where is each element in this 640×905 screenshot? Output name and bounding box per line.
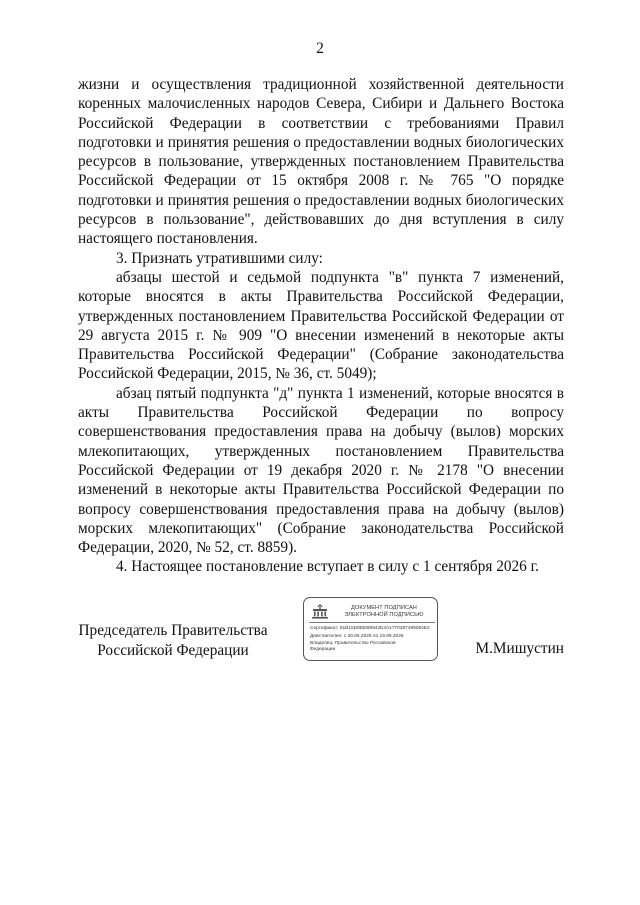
stamp-title: [332, 605, 436, 619]
paragraph-continuation: жизни и осуществления традиционной хозяйственной деятельности коренных малочисленных народов Севера, Сибири и Дальнего Востока Российской Федерации в соответствии с требованиями Правил подготовки и принятия решения о предоставлении водных биологических ресурсов в пользование, утвержденных постановлением Правительства Российской Федерации от 15 октября 2008 г. № 765 "О порядке подготовки и принятия решения о предоставлении водных биологических ресурсов в пользование", действовавших до дня вступления в силу настоящего постановления.: [78, 76, 564, 248]
stamp-divider: [309, 622, 435, 623]
stamp-owner-line1: Владелец: Правительство Российской: [310, 641, 396, 646]
paragraph-item-3: 3. Признать утратившими силу:: [116, 249, 323, 267]
stamp-title-line1: ДОКУМЕНТ ПОДПИСАН: [351, 605, 417, 611]
paragraph-repeal-2015: абзацы шестой и седьмой подпункта "в" пункта 7 изменений, которые вносятся в акты Правительства Российской Федерации, утвержденных постановлением Правительства Российской Федерации от 29 августа 2015 г. № 909 "О внесении изменений в некоторые акты Правительства Российской Федерации" (Собрание законодательства Российской Федерации, 2015, № 36, ст. 5049);: [78, 268, 564, 383]
stamp-owner-line2: Федерации: [310, 647, 336, 652]
paragraph-item-4: 4. Настоящее постановление вступает в силу с 1 сентября 2026 г.: [116, 558, 540, 576]
stamp-certificate: Сертификат: 51B15D8EEB9942E4A1770287499084E2: [310, 626, 430, 631]
stamp-title-line2: ЭЛЕКТРОННОЙ ПОДПИСЬЮ: [344, 612, 424, 618]
signatory-position-line2: Российской Федерации: [97, 641, 249, 659]
signatory-name: М.Мишустин: [475, 640, 564, 657]
signatory-position: [78, 621, 268, 660]
paragraph-repeal-2020: абзац пятый подпункта "д" пункта 1 изменений, которые вносятся в акты Правительства Российской Федерации по вопросу совершенствования предоставления права на добычу (вылов) морских млекопитающих, утвержденных постановлением Правительства Российской Федерации от 19 декабря 2020 г. № 2178 "О внесении изменений в некоторые акты Правительства Российской Федерации по вопросу совершенствования предоставления права на добычу (вылов) морских млекопитающих" (Собрание законодательства Российской Федерации, 2020, № 52, ст. 8859).: [78, 384, 564, 557]
stamp-validity: Действителен: с 20.06.2025 по 19.09.2026: [310, 634, 404, 639]
document-body: [78, 75, 564, 577]
coat-of-arms-icon: [310, 603, 330, 619]
electronic-signature-stamp: [303, 597, 438, 661]
signatory-position-line1: Председатель Правительства: [78, 622, 268, 639]
page-number: 2: [316, 40, 324, 57]
